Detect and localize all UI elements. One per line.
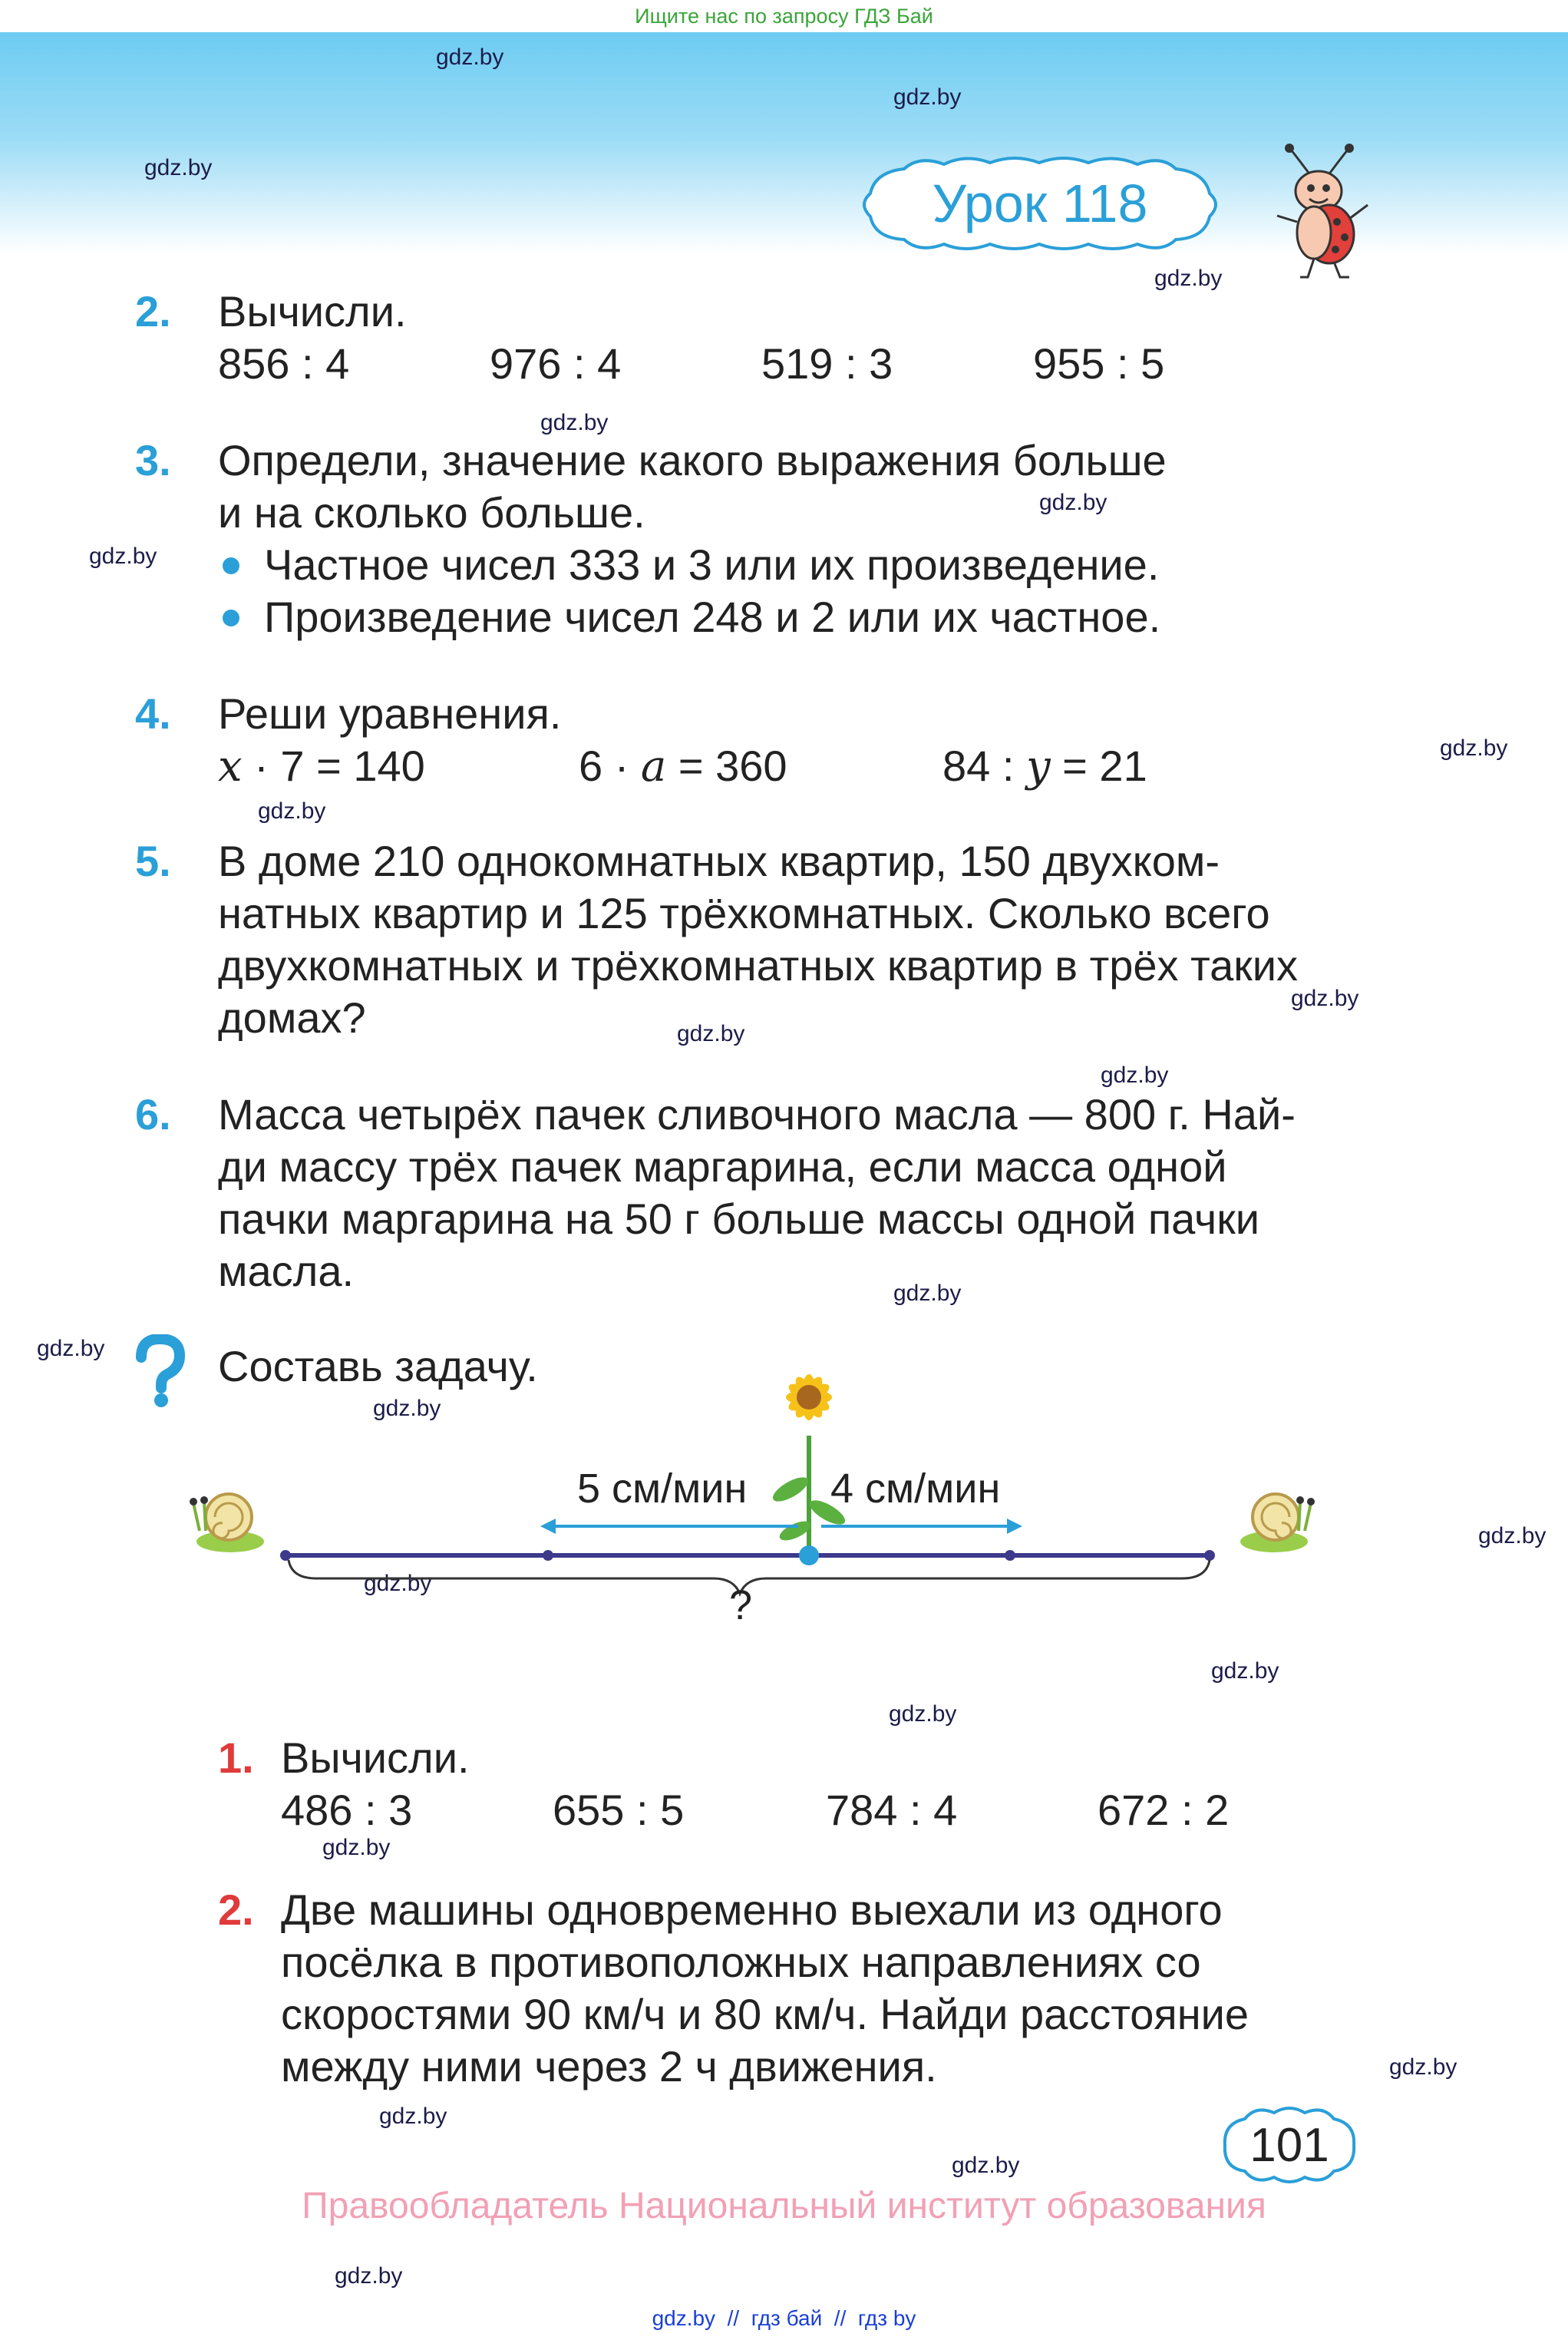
motion-diagram (184, 1367, 1320, 1643)
watermark: gdz.by (1101, 1063, 1169, 1088)
task-title: Вычисли. (281, 1734, 470, 1782)
task-text-line: домах? (218, 993, 366, 1042)
watermark: gdz.by (144, 155, 213, 180)
tick-point (543, 1550, 553, 1561)
expression: 486 : 3 (281, 1786, 413, 1834)
watermark: gdz.by (893, 1281, 962, 1306)
task-title: Реши уравнения. (218, 689, 562, 738)
watermark: gdz.by (893, 84, 962, 110)
watermark: gdz.by (889, 1701, 957, 1727)
unknown-distance-label: ? (729, 1582, 753, 1628)
watermark: gdz.by (1154, 266, 1223, 291)
task-text-line: Масса четырёх пачек сливочного масла — 800 г. Най- (218, 1090, 1296, 1139)
equation-2: 6 · a = 360 (579, 742, 787, 792)
watermark: gdz.by (373, 1396, 441, 1421)
watermark: gdz.by (1440, 735, 1508, 761)
snail-icon (1240, 1494, 1315, 1552)
expression: 519 : 3 (761, 339, 893, 388)
task-number: 4. (135, 689, 171, 738)
watermark: gdz.by (540, 410, 609, 435)
variable-x: x (218, 742, 243, 792)
task-number: 2. (218, 1886, 254, 1934)
left-arrow-icon (540, 1519, 798, 1534)
watermark: gdz.by (1478, 1523, 1547, 1548)
watermark: gdz.by (1291, 986, 1359, 1011)
task-number: 5. (135, 837, 171, 885)
right-arrow-icon (821, 1519, 1022, 1534)
task-text-line: Две машины одновременно выехали из одного (281, 1886, 1223, 1934)
bullet-item: Произведение чисел 248 и 2 или их частное. (218, 591, 1362, 643)
watermark: gdz.by (436, 45, 504, 70)
task-text-line: пачки маргарина на 50 г больше массы одной пачки (218, 1195, 1260, 1243)
task-text-line: двухкомнатных и трёхкомнатных квартир в трёх таких (218, 941, 1299, 990)
watermark: gdz.by (379, 2104, 447, 2129)
task-text-line: натных квартир и 125 трёхкомнатных. Сколько всего (218, 889, 1270, 937)
task-number: 6. (135, 1090, 171, 1139)
task-number: 1. (218, 1734, 254, 1782)
equation-1: x · 7 = 140 (218, 742, 425, 792)
bullet-item: Частное чисел 333 и 3 или их произведение. (218, 539, 1362, 591)
task-number: 2. (135, 287, 171, 335)
watermark: gdz.by (677, 1021, 745, 1046)
watermark: gdz.by (335, 2263, 403, 2289)
right-speed-label: 4 см/мин (830, 1466, 1001, 1512)
task-text-line: ди массу трёх пачек маргарина, если масса одной (218, 1142, 1227, 1191)
watermark: gdz.by (952, 2153, 1020, 2178)
expression: 955 : 5 (1033, 339, 1165, 388)
sunflower-icon (769, 1373, 848, 1551)
task-text-line: скоростями 90 км/ч и 80 км/ч. Найди расстояние (281, 1990, 1249, 2038)
task-number: 3. (135, 436, 171, 484)
task-text-line: посёлка в противоположных направлениях со (281, 1938, 1201, 1986)
bottom-links[interactable]: gdz.by // гдз бай // гдз by (652, 2306, 916, 2330)
task-title: Составь задачу. (218, 1342, 538, 1390)
watermark: gdz.by (1039, 490, 1108, 515)
question-mark-icon (132, 1334, 186, 1408)
page-number: 101 (1249, 2118, 1329, 2172)
expression: 976 : 4 (490, 339, 622, 388)
start-point (799, 1545, 819, 1565)
rights-holder: Правообладатель Национальный институт образования (302, 2186, 1266, 2226)
watermark: gdz.by (1211, 1658, 1279, 1684)
expression-row (218, 338, 1362, 390)
watermark: gdz.by (364, 1571, 432, 1596)
variable-y: y (1025, 742, 1051, 792)
task-text-line: и на сколько больше. (218, 488, 645, 537)
ladybug-icon (1274, 142, 1374, 280)
expression: 655 : 5 (553, 1786, 685, 1834)
watermark: gdz.by (89, 544, 157, 569)
expression-row (281, 1784, 1355, 1836)
equation-row (218, 740, 1362, 793)
left-speed-label: 5 см/мин (577, 1466, 748, 1512)
task-text-line: В доме 210 однокомнатных квартир, 150 двухком- (218, 837, 1220, 885)
tick-point (1204, 1550, 1215, 1561)
expression: 856 : 4 (218, 339, 350, 388)
equation-3: 84 : y = 21 (942, 742, 1147, 792)
watermark: gdz.by (322, 1835, 391, 1860)
variable-a: a (640, 742, 667, 792)
task-text-line: между ними через 2 ч движения. (281, 2042, 937, 2090)
task-title: Вычисли. (218, 287, 407, 335)
task-text-line: масла. (218, 1247, 355, 1295)
lesson-title: Урок 118 (932, 174, 1148, 233)
tick-point (1005, 1550, 1015, 1561)
snail-icon (190, 1494, 264, 1552)
top-banner[interactable]: Ищите нас по запросу ГДЗ Бай (0, 0, 1568, 32)
watermark: gdz.by (1389, 2054, 1457, 2080)
expression: 672 : 2 (1098, 1786, 1230, 1834)
watermark: gdz.by (258, 798, 326, 824)
expression: 784 : 4 (826, 1786, 958, 1834)
tick-point (280, 1550, 291, 1561)
watermark: gdz.by (37, 1336, 105, 1361)
task-text-line: Определи, значение какого выражения больше (218, 436, 1167, 484)
